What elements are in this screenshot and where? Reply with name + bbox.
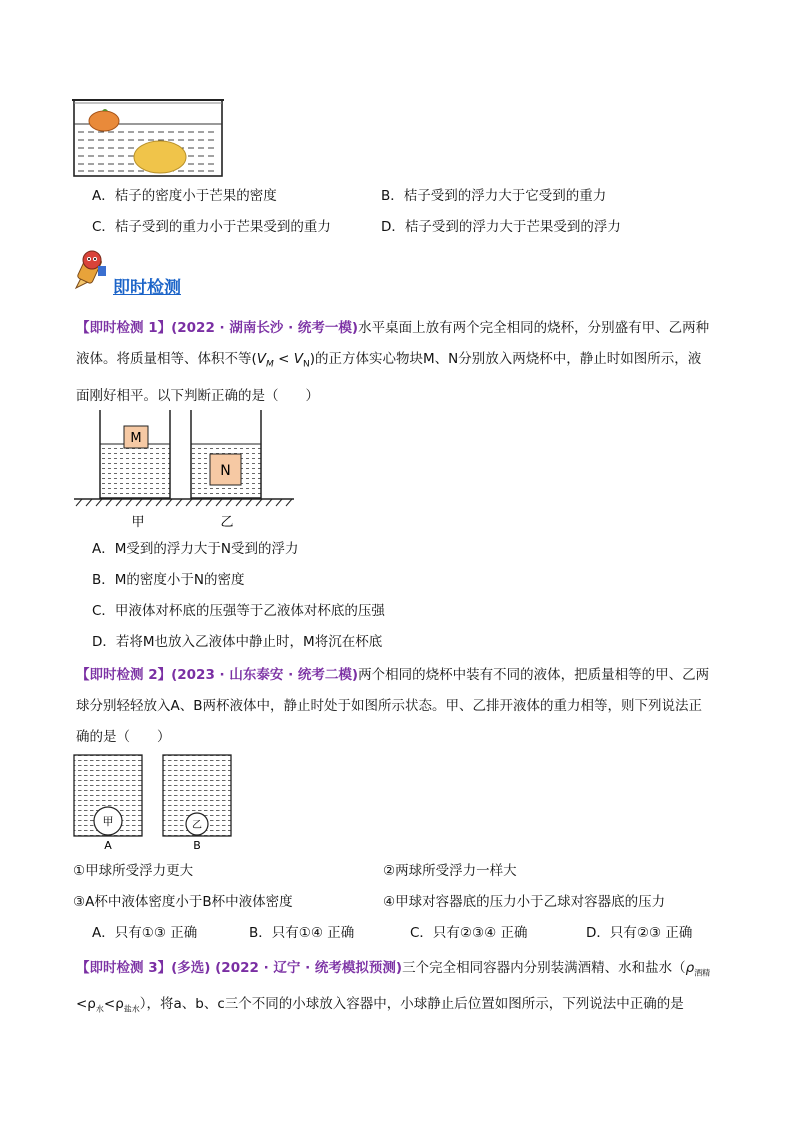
q1-option-a: A．M受到的浮力大于N受到的浮力	[92, 541, 299, 557]
q1-option-d: D．若将M也放入乙液体中静止时，M将沉在杯底	[92, 634, 383, 650]
q2-statement-1: ①甲球所受浮力更大	[73, 863, 194, 879]
mango-icon	[134, 141, 186, 173]
prev-option-c: C．桔子受到的重力小于芒果受到的重力	[92, 219, 331, 235]
q3-rel-2: <ρ	[103, 995, 124, 1012]
q2-statement-2: ②两球所受浮力一样大	[383, 863, 517, 879]
cup-label-b: B	[193, 839, 201, 851]
q1-text-2: 液体。将质量相等、体积不等(	[76, 351, 257, 367]
q1-option-b: B．M的密度小于N的密度	[92, 572, 245, 588]
prev-option-a: A．桔子的密度小于芒果的密度	[92, 188, 277, 204]
q3-sub-2: 水	[95, 1004, 104, 1014]
q2-option-b: B．只有①④ 正确	[249, 925, 355, 941]
q2-text-2: 球分别轻轻放入A、B两杯液体中，静止时处于如图所示状态。甲、乙排开液体的重力相等，则下列说法正	[76, 698, 702, 714]
prev-option-d: D．桔子受到的浮力大于芒果受到的浮力	[381, 219, 621, 235]
q1-vn: V	[293, 351, 303, 367]
beaker-label-jia: 甲	[131, 515, 145, 530]
q1-vm-sub: M	[266, 359, 274, 370]
q2-cups-figure	[72, 753, 238, 851]
section-title: 即时检测	[113, 278, 181, 298]
q3-rel-1: <ρ	[76, 995, 96, 1012]
q1-vn-sub: N	[302, 359, 310, 370]
q2-option-d: D．只有②③ 正确	[586, 925, 693, 941]
ball-yi-label: 乙	[192, 820, 202, 831]
q1-lt: <	[273, 351, 294, 367]
q2-option-a: A．只有①③ 正确	[92, 925, 198, 941]
q3-text-1: 三个完全相同容器内分别装满酒精、水和盐水（	[402, 960, 686, 976]
q1-text	[76, 313, 716, 412]
orange-mango-tank-figure	[72, 96, 224, 178]
cup-label-a: A	[104, 839, 112, 851]
q1-vm: V	[256, 351, 267, 367]
q3-rho-1: ρ	[685, 960, 695, 976]
orange-icon	[89, 111, 119, 131]
q3-sub-1: 酒精	[694, 968, 711, 978]
q1-text-1: 水平桌面上放有两个完全相同的烧杯，分别盛有甲、乙两种	[358, 320, 710, 336]
ball-jia-label: 甲	[102, 815, 114, 828]
beaker-label-yi: 乙	[220, 515, 234, 530]
q1-text-4: 面刚好相平。以下判断正确的是（ ）	[76, 387, 319, 404]
q2-tag: 【即时检测 2】(2023 · 山东泰安 · 统考二模)	[76, 667, 359, 683]
q1-option-c: C．甲液体对杯底的压强等于乙液体对杯底的压强	[92, 603, 385, 619]
q1-tag: 【即时检测 1】(2022 · 湖南长沙 · 统考一模)	[76, 320, 359, 336]
q3-text	[76, 953, 716, 1024]
q2-option-c: C．只有②③④ 正确	[410, 925, 528, 941]
q2-text	[76, 660, 716, 753]
prev-option-b: B．桔子受到的浮力大于它受到的重力	[381, 188, 607, 204]
q3-tag: 【即时检测 3】(多选) (2022 · 辽宁 · 统考模拟预测)	[76, 960, 403, 976]
q2-text-1: 两个相同的烧杯中装有不同的液体，把质量相等的甲、乙两	[358, 667, 710, 683]
q1-beakers-figure	[72, 406, 298, 532]
q3-text-2: ），将a、b、c三个不同的小球放入容器中，小球静止后位置如图所示，下列说法中正确的是	[139, 995, 684, 1012]
q2-text-3: 确的是（ ）	[76, 729, 171, 745]
q2-statement-3: ③A杯中液体密度小于B杯中液体密度	[73, 894, 293, 910]
pencil-mascot-icon	[70, 248, 110, 292]
block-n-label: N	[220, 463, 231, 479]
block-m-label: M	[130, 431, 142, 446]
q1-text-3: )的正方体实心物块M、N分别放入两烧杯中，静止时如图所示，液	[309, 351, 702, 367]
q3-sub-3: 盐水	[123, 1004, 140, 1014]
q2-statement-4: ④甲球对容器底的压力小于乙球对容器底的压力	[383, 894, 666, 910]
